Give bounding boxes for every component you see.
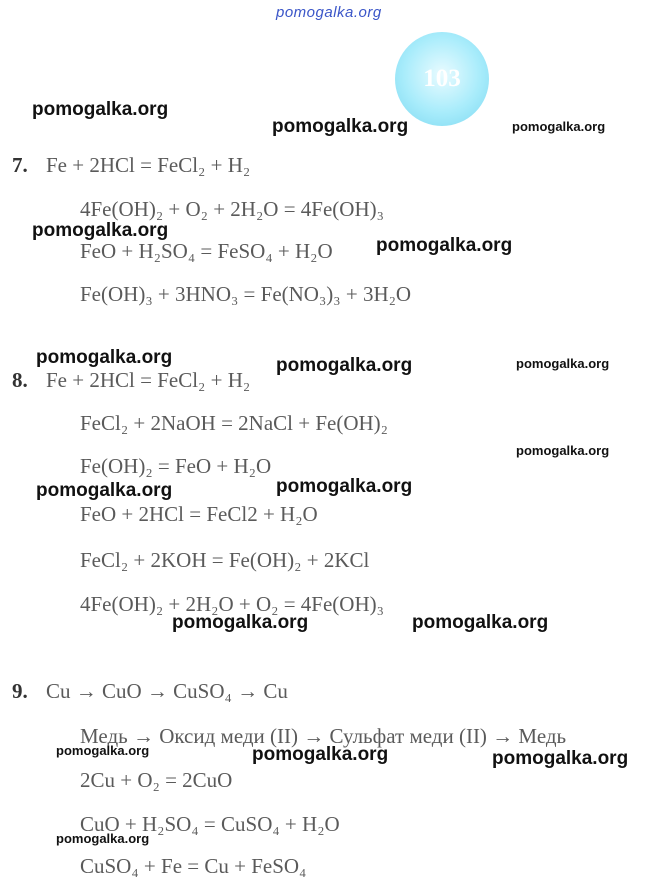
problem-8-line-6: 4Fe(OH)₂ + 2H₂O + O₂ = 4Fe(OH)₃ [80, 592, 384, 616]
page-number-badge [395, 32, 489, 126]
watermark-text: pomogalka.org [32, 220, 169, 241]
problem-7-line-1: Fe + 2HCl = FeCl₂ + H₂ [46, 153, 251, 177]
watermark-text: pomogalka.org [272, 116, 409, 137]
watermark-text: pomogalka.org [252, 744, 389, 765]
watermark-text: pomogalka.org [36, 347, 173, 368]
watermark-text: pomogalka.org [376, 235, 513, 256]
problem-9-line-1: Cu → CuO → CuSO₄ → Cu [46, 679, 288, 703]
problem-8-number: 8. [12, 368, 28, 392]
watermark-top: pomogalka.org [276, 4, 382, 21]
problem-7-line-3: FeO + H₂SO₄ = FeSO₄ + H₂O [80, 239, 333, 263]
problem-7-line-2: 4Fe(OH)₂ + O₂ + 2H₂O = 4Fe(OH)₃ [80, 197, 384, 221]
problem-9-number: 9. [12, 679, 28, 703]
watermark-text: pomogalka.org [512, 119, 606, 134]
problem-9-line-5: CuSO₄ + Fe = Cu + FeSO₄ [80, 854, 307, 878]
problem-9-line-4: CuO + H₂SO₄ = CuSO₄ + H₂O [80, 812, 340, 836]
watermark-text: pomogalka.org [56, 831, 150, 846]
problem-8-line-2: FeCl₂ + 2NaOH = 2NaCl + Fe(OH)₂ [80, 411, 388, 435]
watermark-text: pomogalka.org [36, 480, 173, 501]
watermark-text: pomogalka.org [276, 476, 413, 497]
problem-7-number: 7. [12, 153, 28, 177]
watermark-text: pomogalka.org [56, 743, 150, 758]
problem-8-line-5: FeCl₂ + 2KOH = Fe(OH)₂ + 2KCl [80, 548, 370, 572]
problem-8-line-4: FeO + 2HCl = FeCl2 + H₂O [80, 502, 318, 526]
watermark-text: pomogalka.org [172, 612, 309, 633]
watermark-text: pomogalka.org [412, 612, 549, 633]
watermark-text: pomogalka.org [492, 748, 629, 769]
watermark-text: pomogalka.org [516, 443, 610, 458]
problem-8-line-1: Fe + 2HCl = FeCl₂ + H₂ [46, 368, 251, 392]
problem-9-line-3: 2Cu + O₂ = 2CuO [80, 768, 233, 792]
problem-7-line-4: Fe(OH)₃ + 3HNO₃ = Fe(NO₃)₃ + 3H₂O [80, 282, 412, 306]
watermark-text: pomogalka.org [32, 99, 169, 120]
problem-8-line-3: Fe(OH)₂ = FeO + H₂O [80, 454, 272, 478]
watermark-text: pomogalka.org [276, 355, 413, 376]
problem-9-line-2: Медь → Оксид меди (II) → Сульфат меди (II) → Медь [80, 724, 567, 748]
page-number: 103 [423, 65, 461, 92]
watermark-text: pomogalka.org [516, 356, 610, 371]
